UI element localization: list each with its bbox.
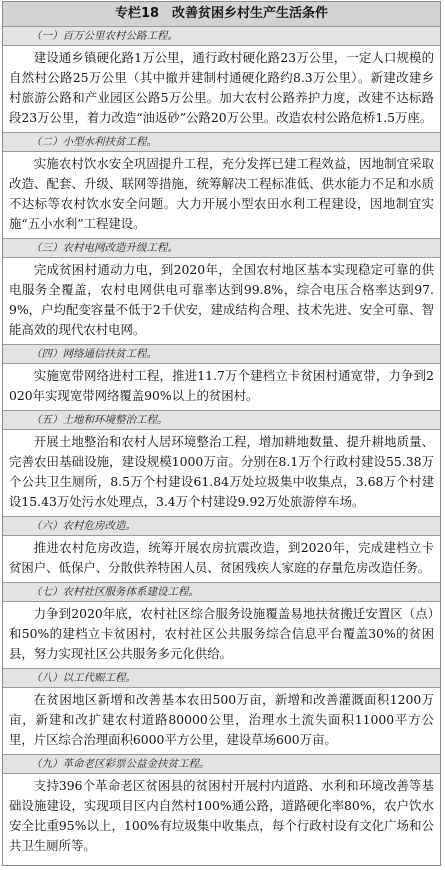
- column-title: 专栏18 改善贫困乡村生产生活条件: [3, 2, 440, 27]
- section-body: 在贫困地区新增和改善基本农田500万亩，新增和改善灌溉面积1200万亩，新建和改扩建农村道路80000公里，治理水土流失面积11000平方公里，片区综合治理面积6000平方公里，建设草场600万亩。: [9, 692, 434, 747]
- section-body: 完成贫困村通动力电，到2020年，全国农村地区基本实现稳定可靠的供电服务全覆盖，农村电网供电可靠率达到99.8%，综合电压合格率达到97.9%，户均配变容量不低于2千伏安，建成结构合理、技术先进、安全可靠、智能高效的现代农村电网。: [9, 262, 434, 337]
- section-body: 实施宽带网络进村工程，推进11.7万个建档立卡贫困村通宽带，力争到2020年实现宽带网络覆盖90%以上的贫困村。: [9, 368, 434, 403]
- section-heading: （三）农村电网改造升级工程。: [3, 238, 440, 258]
- section-heading: （五）土地和环境整治工程。: [3, 410, 440, 430]
- column-box: [2, 1, 441, 866]
- section-body: 支持396个革命老区贫困县的贫困村开展村内道路、水利和环境改善等基础设施建设，实现项目区内自然村100%通公路，道路硬化率80%，农户饮水安全比重95%以上，100%有垃圾集中收集点，每个行政村设有文化广场和公共卫生厕所等。: [9, 778, 434, 853]
- section-heading: （七）农村社区服务体系建设工程。: [3, 582, 440, 602]
- section-heading: （八）以工代赈工程。: [3, 668, 440, 688]
- section-heading: （六）农村危房改造。: [3, 516, 440, 536]
- section-body: 建设通乡镇硬化路1万公里，通行政村硬化路23万公里，一定人口规模的自然村公路25万公里（其中撤并建制村通硬化路约8.3万公里）。新建改建乡村旅游公路和产业园区公路5万公里。加大农村公路养护力度，改建不达标路段23万公里，着力改造“油返砂”公路20万公里。改造农村公路危桥1.5万座。: [9, 50, 434, 125]
- section-body: 实施农村饮水安全巩固提升工程，充分发挥已建工程效益，因地制宜采取改造、配套、升级、联网等措施，统筹解决工程标准低、供水能力不足和水质不达标等农村饮水安全问题。大力开展小型农田水利工程建设，因地制宜实施“五小水利”工程建设。: [9, 156, 434, 231]
- section-body: 力争到2020年底，农村社区综合服务设施覆盖易地扶贫搬迁安置区（点）和50%的建档立卡贫困村，农村社区公共服务综合信息平台覆盖30%的贫困县，努力实现社区公共服务多元化供给。: [9, 606, 434, 661]
- section-body: 推进农村危房改造，统筹开展农房抗震改造，到2020年，完成建档立卡贫困户、低保户、分散供养特困人员、贫困残疾人家庭的存量危房改造任务。: [9, 540, 434, 575]
- section-heading: （九）革命老区彩票公益金扶贫工程。: [3, 754, 440, 774]
- section-body: 开展土地整治和农村人居环境整治工程，增加耕地数量、提升耕地质量、完善农田基础设施，建设规模1000万亩。分别在8.1万个行政村建设55.38万个公共卫生厕所，8.5万个村建设61.84万处垃圾集中收集点，3.68万个村建设15.43万处污水处理点，3.4万个村建设9.92万处旅游停车场。: [9, 434, 434, 509]
- section-heading: （四）网络通信扶贫工程。: [3, 344, 440, 364]
- section-heading: （一）百万公里农村公路工程。: [3, 27, 440, 46]
- section-heading: （二）小型水利扶贫工程。: [3, 132, 440, 152]
